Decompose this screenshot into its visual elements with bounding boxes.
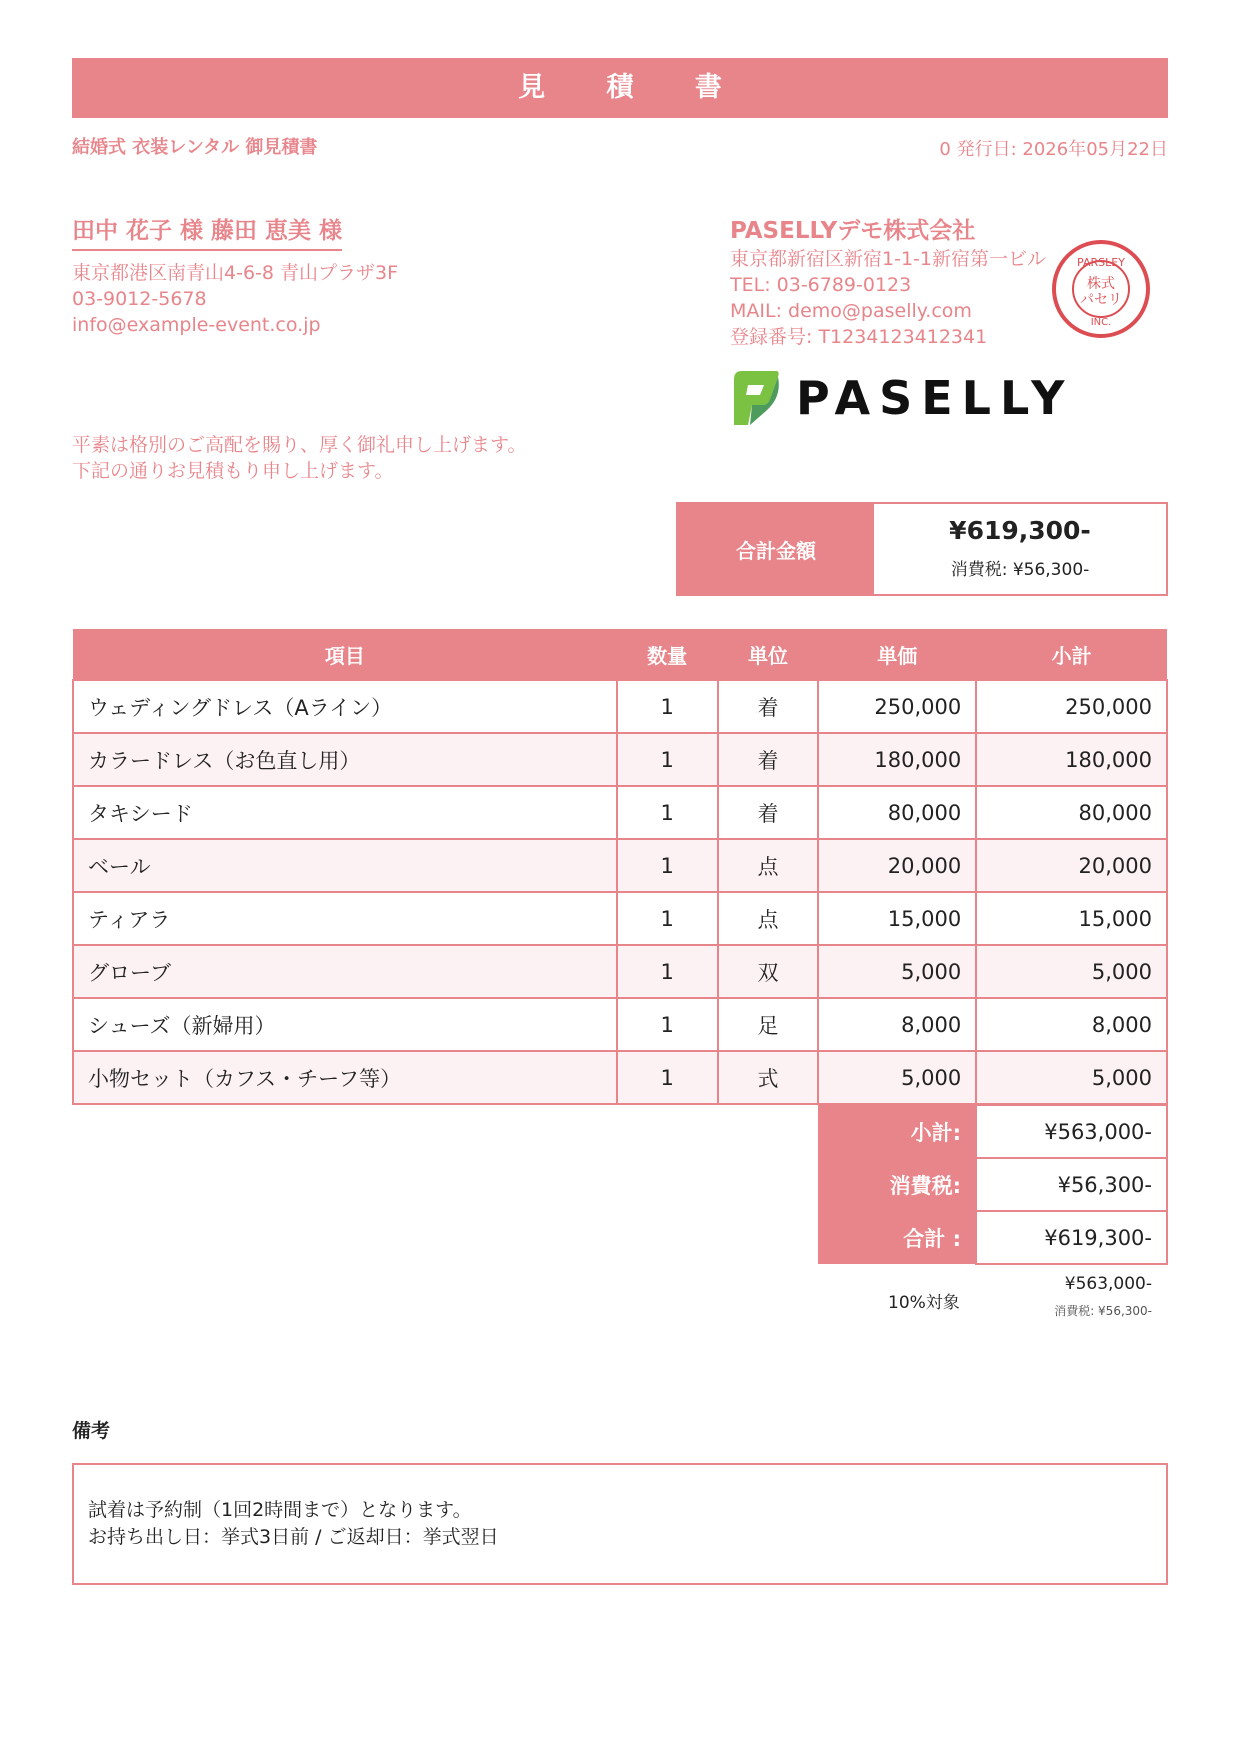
svg-text:INC.: INC. [1090, 317, 1112, 328]
client-name: 田中 花子 様 藤田 恵美 様 [72, 212, 342, 251]
paselly-leaf-icon [730, 369, 782, 427]
item-unit: 式 [718, 1051, 819, 1104]
company-address: 東京都新宿区新宿1-1-1新宿第一ビル [730, 248, 1046, 270]
item-name: ティアラ [73, 892, 617, 945]
company-name: PASELLYデモ株式会社 [730, 218, 976, 244]
line-items-table [72, 629, 1168, 1105]
table-row [73, 733, 1167, 786]
item-subtotal: 8,000 [976, 998, 1167, 1051]
item-qty: 1 [617, 998, 718, 1051]
summary-table [818, 1104, 1168, 1265]
col-header-item: 項目 [73, 629, 617, 680]
client-phone: 03-9012-5678 [72, 288, 207, 310]
table-row [73, 945, 1167, 998]
grand-total-tax: 消費税: ¥56,300- [950, 560, 1090, 580]
company-registration: 登録番号: T1234123412341 [730, 326, 988, 348]
table-row [73, 892, 1167, 945]
summary-subtotal-value: ¥563,000- [976, 1105, 1167, 1158]
company-tel: TEL: 03-6789-0123 [730, 274, 912, 296]
summary-total-label: 合計 : [818, 1211, 976, 1264]
item-unit: 着 [718, 680, 819, 733]
col-header-qty: 数量 [617, 629, 718, 680]
summary-tax-label: 消費税: [818, 1158, 976, 1211]
grand-total-box [676, 502, 1168, 596]
company-logo [730, 368, 1073, 428]
document-title: 見 積 書 [72, 58, 1168, 118]
item-name: ウェディングドレス（Aライン） [73, 680, 617, 733]
item-unit: 点 [718, 839, 819, 892]
table-header-row [73, 629, 1167, 680]
item-qty: 1 [617, 786, 718, 839]
col-header-subtotal: 小計 [976, 629, 1167, 680]
item-price: 20,000 [818, 839, 976, 892]
item-subtotal: 5,000 [976, 945, 1167, 998]
greeting-line-2: 下記の通りお見積もり申し上げます。 [72, 460, 394, 482]
item-subtotal: 5,000 [976, 1051, 1167, 1104]
table-row [73, 998, 1167, 1051]
item-qty: 1 [617, 839, 718, 892]
item-name: グローブ [73, 945, 617, 998]
summary-row-total [818, 1211, 1167, 1264]
notes-line-2: お持ち出し日：挙式3日前 / ご返却日：挙式翌日 [88, 1526, 499, 1548]
item-price: 5,000 [818, 945, 976, 998]
item-price: 180,000 [818, 733, 976, 786]
item-unit: 足 [718, 998, 819, 1051]
document-subtitle: 結婚式 衣装レンタル 御見積書 [72, 137, 318, 158]
item-name: カラードレス（お色直し用） [73, 733, 617, 786]
client-email: info@example-event.co.jp [72, 314, 321, 336]
logo-wordmark: PASELLY [796, 371, 1074, 425]
grand-total-amount: ¥619,300- [949, 516, 1091, 545]
item-name: 小物セット（カフス・チーフ等） [73, 1051, 617, 1104]
item-subtotal: 15,000 [976, 892, 1167, 945]
item-subtotal: 20,000 [976, 839, 1167, 892]
grand-total-values [874, 504, 1166, 594]
summary-subtotal-label: 小計: [818, 1105, 976, 1158]
greeting [72, 432, 526, 484]
table-row [73, 839, 1167, 892]
seal-lettering [1056, 244, 1146, 334]
svg-text:PARSLEY: PARSLEY [1077, 256, 1125, 269]
item-unit: 双 [718, 945, 819, 998]
col-header-price: 単価 [818, 629, 976, 680]
item-price: 15,000 [818, 892, 976, 945]
item-unit: 着 [718, 733, 819, 786]
item-qty: 1 [617, 733, 718, 786]
summary-row-tax [818, 1158, 1167, 1211]
item-subtotal: 180,000 [976, 733, 1167, 786]
item-price: 80,000 [818, 786, 976, 839]
col-header-unit: 単位 [718, 629, 819, 680]
item-subtotal: 250,000 [976, 680, 1167, 733]
svg-text:パセリ: パセリ [1080, 292, 1122, 308]
item-price: 8,000 [818, 998, 976, 1051]
item-subtotal: 80,000 [976, 786, 1167, 839]
summary-total-value: ¥619,300- [976, 1211, 1167, 1264]
svg-text:株式: 株式 [1087, 276, 1115, 292]
company-mail: MAIL: demo@paselly.com [730, 300, 972, 322]
issue-date: 0 発行日: 2026年05月22日 [939, 139, 1168, 160]
company-seal-icon [1052, 240, 1150, 338]
greeting-line-1: 平素は格別のご高配を賜り、厚く御礼申し上げます。 [72, 434, 527, 456]
summary-tax-value: ¥56,300- [976, 1158, 1167, 1211]
client-info [72, 260, 398, 338]
item-name: シューズ（新婦用） [73, 998, 617, 1051]
item-unit: 点 [718, 892, 819, 945]
item-qty: 1 [617, 945, 718, 998]
notes-box [72, 1463, 1168, 1585]
table-row [73, 1051, 1167, 1104]
client-address: 東京都港区南青山4-6-8 青山プラザ3F [72, 262, 399, 284]
notes-line-1: 試着は予約制（1回2時間まで）となります。 [88, 1499, 472, 1521]
item-price: 250,000 [818, 680, 976, 733]
item-qty: 1 [617, 1051, 718, 1104]
tax-rate-label: 10%対象 [888, 1293, 960, 1313]
item-name: タキシード [73, 786, 617, 839]
table-row [73, 680, 1167, 733]
item-name: ベール [73, 839, 617, 892]
tax-rate-amount: ¥563,000- [1064, 1274, 1152, 1294]
tax-rate-tax: 消費税: ¥56,300- [1054, 1304, 1152, 1318]
summary-row-subtotal [818, 1105, 1167, 1158]
grand-total-label: 合計金額 [678, 504, 874, 594]
item-qty: 1 [617, 892, 718, 945]
item-price: 5,000 [818, 1051, 976, 1104]
notes-title: 備考 [72, 1420, 111, 1442]
item-unit: 着 [718, 786, 819, 839]
table-row [73, 786, 1167, 839]
item-qty: 1 [617, 680, 718, 733]
